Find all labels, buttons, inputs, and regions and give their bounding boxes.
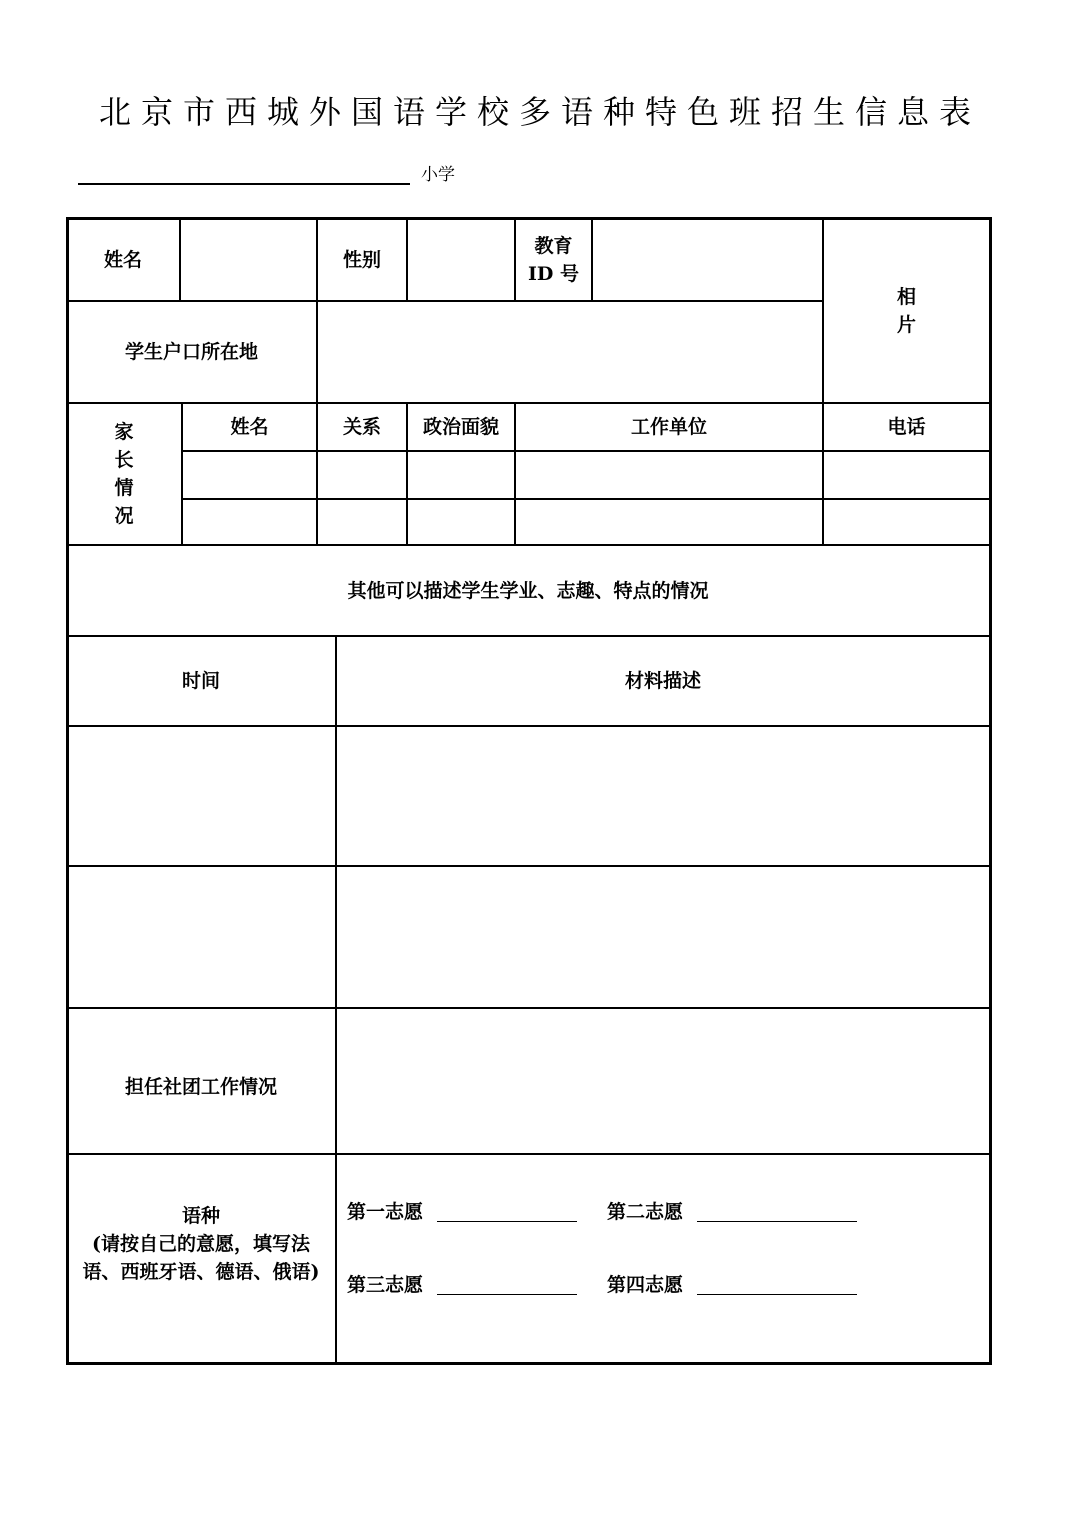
material-1-desc-field[interactable] [337, 727, 989, 865]
student-name-label: 姓名 [103, 248, 142, 271]
parent-name-header: 姓名 [230, 416, 269, 438]
parents-label-char: 长 [114, 449, 134, 471]
hukou-field[interactable] [318, 302, 822, 402]
parent-phone-header: 电话 [887, 416, 926, 438]
choice-3-label: 第三志愿 [347, 1274, 424, 1296]
parent-1-name-field[interactable] [183, 452, 316, 498]
materials-desc-header: 材料描述 [624, 670, 701, 692]
photo-box[interactable] [824, 219, 989, 402]
parents-label-char: 况 [114, 505, 134, 527]
photo-label-line-1: 相 [896, 286, 916, 308]
choice-2-field[interactable] [697, 1221, 857, 1222]
parent-1-phone-field[interactable] [824, 452, 989, 498]
parents-label-char: 家 [114, 421, 134, 443]
material-1-time-field[interactable] [67, 727, 335, 865]
language-hint-line-2: 语、西班牙语、德语、俄语) [82, 1261, 320, 1283]
choice-4-field[interactable] [697, 1294, 857, 1295]
edu-id-label-line-1: 教育 [534, 234, 573, 257]
parent-workplace-header: 工作单位 [630, 416, 707, 438]
parent-1-political-field[interactable] [408, 452, 514, 498]
table-border-right [989, 217, 992, 1365]
parent-2-phone-field[interactable] [824, 500, 989, 544]
choice-4-label: 第四志愿 [607, 1274, 684, 1296]
parent-political-header: 政治面貌 [422, 416, 499, 438]
school-name-field[interactable] [78, 183, 410, 185]
choice-1-label: 第一志愿 [347, 1201, 424, 1223]
hukou-label: 学生户口所在地 [124, 341, 258, 363]
language-hint-line-1: (请按自己的意愿，填写法 [92, 1233, 310, 1255]
parent-2-political-field[interactable] [408, 500, 514, 544]
gender-label: 性别 [342, 248, 381, 271]
material-2-desc-field[interactable] [337, 867, 989, 1007]
edu-id-label-line-2: ID 号 [528, 262, 579, 285]
table-border-bottom [67, 1362, 991, 1365]
materials-time-header: 时间 [181, 670, 220, 692]
choice-3-field[interactable] [437, 1294, 577, 1295]
parent-2-workplace-field[interactable] [516, 500, 822, 544]
parents-section-label [67, 404, 181, 544]
student-name-field[interactable] [181, 219, 316, 300]
gender-field[interactable] [408, 219, 514, 300]
choice-1-field[interactable] [437, 1221, 577, 1222]
parents-label-char: 情 [114, 477, 134, 499]
form-title: 北京市西城外国语学校多语种特色班招生信息表 [98, 93, 981, 131]
material-2-time-field[interactable] [67, 867, 335, 1007]
edu-id-label [516, 219, 591, 300]
parent-relation-header: 关系 [342, 416, 381, 438]
language-label-block [67, 1155, 335, 1362]
parent-2-relation-field[interactable] [318, 500, 406, 544]
parent-1-relation-field[interactable] [318, 452, 406, 498]
parent-2-name-field[interactable] [183, 500, 316, 544]
language-label: 语种 [181, 1205, 220, 1227]
parent-1-workplace-field[interactable] [516, 452, 822, 498]
school-suffix-label: 小学 [421, 165, 455, 185]
photo-label-line-2: 片 [896, 314, 916, 336]
edu-id-field[interactable] [593, 219, 822, 300]
other-info-heading: 其他可以描述学生学业、志趣、特点的情况 [347, 579, 709, 602]
club-work-label: 担任社团工作情况 [124, 1076, 277, 1098]
choice-2-label: 第二志愿 [607, 1201, 684, 1223]
club-work-field[interactable] [337, 1009, 989, 1153]
